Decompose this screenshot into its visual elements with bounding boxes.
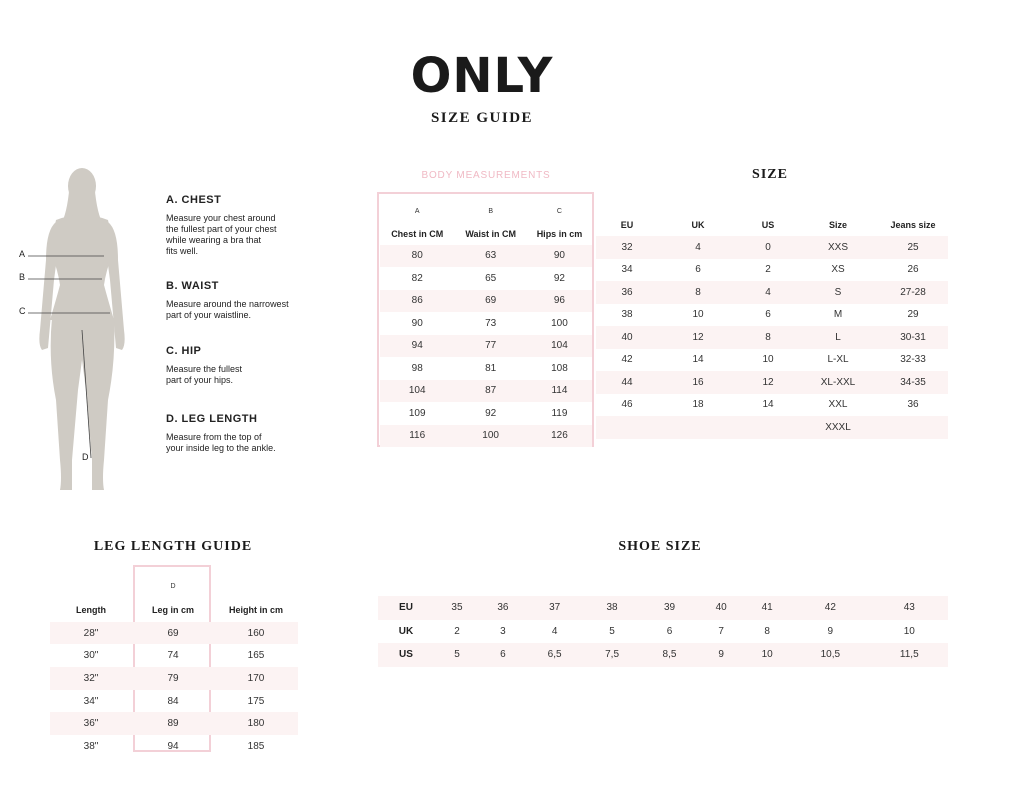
table-row — [380, 380, 592, 403]
table-cell: 69 — [132, 622, 214, 645]
table-cell: 11,5 — [871, 643, 948, 667]
measurement-desc-line: Measure around the narrowest — [166, 299, 289, 309]
table-cell: 36 — [907, 399, 919, 411]
table-cell: 14 — [762, 399, 774, 411]
table-cell: 36 — [480, 596, 526, 620]
table-cell: 5 — [609, 625, 615, 637]
table-cell: 29 — [907, 309, 919, 321]
table-row — [50, 690, 298, 713]
table-cell: 32 — [596, 236, 658, 259]
table-row — [378, 596, 948, 620]
measurement-chest — [166, 194, 277, 257]
table-cell: 38" — [83, 740, 99, 752]
table-cell: XXXL — [798, 416, 878, 439]
measurement-desc-line: Measure the fullest — [166, 364, 243, 374]
table-cell: 10 — [762, 354, 774, 366]
table-cell: 32-33 — [900, 354, 926, 366]
table-cell: 89 — [132, 712, 214, 735]
marker-b: B — [19, 272, 26, 282]
table-row — [380, 425, 592, 448]
table-cell: 7 — [718, 625, 724, 637]
marker-c: C — [19, 306, 26, 316]
table-row — [596, 371, 948, 394]
row-label: UK — [398, 625, 414, 637]
measurement-desc-line: part of your hips. — [166, 375, 234, 385]
table-cell: 42 — [621, 354, 633, 366]
table-cell: 44 — [596, 371, 658, 394]
table-row — [380, 312, 592, 335]
table-row — [596, 349, 948, 372]
table-cell: 2 — [765, 264, 771, 276]
table-cell: 14 — [692, 354, 704, 366]
table-cell: 180 — [214, 712, 298, 735]
table-cell: 40 — [698, 596, 744, 620]
measurement-desc-line: part of your waistline. — [166, 310, 252, 320]
table-cell: XL-XXL — [798, 371, 878, 394]
table-cell: 84 — [167, 695, 179, 707]
table-row — [596, 236, 948, 259]
column-letter: B — [488, 207, 493, 215]
column-header: EU — [620, 220, 634, 230]
table-cell: 126 — [527, 425, 592, 448]
leg-length-table — [50, 575, 298, 758]
column-header: Jeans size — [890, 220, 936, 230]
table-cell — [658, 416, 738, 439]
table-cell: L — [798, 326, 878, 349]
table-row — [596, 281, 948, 304]
measurement-hip — [166, 345, 242, 386]
table-cell — [738, 416, 798, 439]
table-cell: 104 — [527, 335, 592, 358]
table-cell: 38 — [621, 309, 633, 321]
page-title: SIZE GUIDE — [430, 110, 534, 126]
table-cell: 104 — [380, 380, 454, 403]
table-cell: 6 — [695, 264, 701, 276]
column-letter: D — [170, 582, 176, 590]
table-cell: 7,5 — [583, 643, 640, 667]
table-cell: 175 — [247, 695, 265, 707]
table-cell: XS — [831, 264, 845, 276]
row-label: US — [378, 643, 434, 667]
table-cell: 36 — [596, 281, 658, 304]
measurement-title: D. LEG LENGTH — [166, 413, 258, 425]
table-cell: 5 — [434, 643, 480, 667]
measurement-desc-line: the fullest part of your chest — [166, 224, 277, 234]
table-cell: 6 — [765, 309, 771, 321]
table-cell: 114 — [527, 380, 592, 403]
table-row — [596, 326, 948, 349]
brand-logo: ONLY — [410, 48, 554, 104]
table-row — [378, 643, 948, 667]
leg-length-title: LEG LENGTH GUIDE — [93, 539, 253, 554]
table-cell: 27-28 — [878, 281, 948, 304]
table-cell: 8,5 — [641, 643, 698, 667]
column-header: Size — [828, 220, 847, 230]
row-label: EU — [378, 596, 434, 620]
table-cell: 10 — [744, 643, 790, 667]
table-cell: 92 — [553, 272, 565, 284]
table-row — [380, 245, 592, 268]
table-cell: 34-35 — [878, 371, 948, 394]
table-cell: XXS — [798, 236, 878, 259]
table-cell: 10 — [692, 309, 704, 321]
table-cell: 119 — [551, 407, 568, 419]
table-cell: 92 — [485, 407, 497, 419]
table-cell: 79 — [132, 667, 214, 690]
column-header: US — [761, 220, 775, 230]
table-row — [596, 394, 948, 417]
table-row — [380, 267, 592, 290]
measurement-leg-length — [166, 413, 276, 454]
marker-a: A — [19, 249, 26, 259]
table-cell: 90 — [411, 317, 423, 329]
table-cell: 100 — [454, 425, 526, 448]
shoe-size-table — [378, 596, 948, 667]
measurement-waist — [166, 280, 289, 321]
table-cell: 10,5 — [790, 643, 870, 667]
table-cell: 42 — [790, 596, 870, 620]
table-cell: 73 — [485, 317, 497, 329]
table-cell: 46 — [621, 399, 633, 411]
table-cell: 81 — [485, 362, 497, 374]
table-cell: 6 — [666, 625, 673, 637]
table-cell: 4 — [738, 281, 798, 304]
table-cell: 10 — [903, 625, 915, 637]
table-cell: 8 — [738, 326, 798, 349]
table-cell: 94 — [167, 740, 179, 752]
table-row — [380, 402, 592, 425]
column-letter: C — [556, 207, 562, 215]
table-cell: 9 — [698, 643, 744, 667]
table-cell: 170 — [214, 667, 298, 690]
table-cell: 32" — [50, 667, 132, 690]
table-row — [50, 735, 298, 758]
table-cell: 25 — [878, 236, 948, 259]
column-header: Hips in cm — [536, 228, 583, 239]
table-cell: 90 — [527, 245, 592, 268]
table-cell: 98 — [411, 362, 423, 374]
table-cell — [878, 416, 948, 439]
table-cell: 6,5 — [526, 643, 583, 667]
table-cell: 96 — [527, 290, 592, 313]
measurement-desc-line: while wearing a bra that — [166, 235, 262, 245]
column-letter: A — [414, 207, 420, 215]
column-header: Length — [76, 604, 106, 615]
table-cell: 165 — [247, 650, 265, 662]
table-cell: 37 — [526, 596, 583, 620]
table-cell: 0 — [738, 236, 798, 259]
table-cell: 87 — [454, 380, 526, 403]
table-cell: 82 — [411, 272, 423, 284]
shoe-size-title: SHOE SIZE — [618, 539, 702, 554]
table-row — [50, 712, 298, 735]
table-cell: 94 — [380, 335, 454, 358]
table-cell: 8 — [764, 625, 770, 637]
table-cell: 30" — [83, 650, 99, 662]
table-cell: 63 — [454, 245, 526, 268]
table-cell — [596, 416, 658, 439]
table-cell: 35 — [434, 596, 480, 620]
table-cell: 100 — [551, 317, 568, 329]
table-cell: 41 — [744, 596, 790, 620]
measurement-desc-line: Measure your chest around — [166, 213, 276, 223]
table-row — [50, 667, 298, 690]
measurement-title: B. WAIST — [166, 280, 219, 292]
table-cell: 26 — [907, 264, 919, 276]
table-row — [50, 622, 298, 645]
column-header: Leg in cm — [151, 604, 194, 615]
table-cell: L-XL — [827, 354, 849, 366]
column-header: Chest in CM — [391, 228, 444, 239]
table-cell: 30-31 — [878, 326, 948, 349]
table-cell: 69 — [454, 290, 526, 313]
table-cell: 160 — [214, 622, 298, 645]
table-cell: 34 — [621, 264, 633, 276]
table-cell: 3 — [500, 625, 506, 637]
table-cell: 185 — [247, 740, 265, 752]
measurement-title: A. CHEST — [166, 194, 222, 206]
column-header: Height in cm — [228, 604, 283, 615]
table-cell: 116 — [380, 425, 454, 448]
measurement-desc-line: fits well. — [166, 246, 199, 256]
table-row — [596, 416, 948, 439]
table-cell: 2 — [454, 625, 460, 637]
table-cell: 8 — [658, 281, 738, 304]
table-row — [596, 259, 948, 282]
column-header: UK — [691, 220, 705, 230]
table-row — [380, 290, 592, 313]
marker-d: D — [82, 452, 89, 462]
size-table — [596, 214, 948, 439]
table-cell: S — [798, 281, 878, 304]
measurement-desc-line: Measure from the top of — [166, 432, 262, 442]
table-row — [50, 644, 298, 667]
table-cell: M — [833, 309, 843, 321]
table-cell: 40 — [596, 326, 658, 349]
table-cell: 6 — [480, 643, 526, 667]
column-header: Waist in CM — [465, 228, 516, 239]
table-cell: 80 — [380, 245, 454, 268]
table-cell: 28" — [50, 622, 132, 645]
table-row — [378, 620, 948, 644]
table-cell: 4 — [658, 236, 738, 259]
measurement-desc-line: your inside leg to the ankle. — [166, 443, 276, 453]
table-cell: 86 — [380, 290, 454, 313]
table-row — [596, 304, 948, 327]
table-cell: 65 — [485, 272, 497, 284]
table-cell: 12 — [658, 326, 738, 349]
table-row — [380, 335, 592, 358]
table-cell: XXL — [828, 399, 848, 411]
table-cell: 108 — [551, 362, 568, 374]
table-cell: 77 — [454, 335, 526, 358]
table-cell: 74 — [167, 650, 179, 662]
table-cell: 34" — [83, 695, 99, 707]
table-cell: 43 — [871, 596, 948, 620]
table-cell: 36" — [50, 712, 132, 735]
table-cell: 12 — [738, 371, 798, 394]
table-cell: 16 — [658, 371, 738, 394]
table-cell: 9 — [827, 625, 834, 637]
table-cell: 38 — [583, 596, 640, 620]
table-row — [380, 357, 592, 380]
body-measurements-label: BODY MEASUREMENTS — [421, 170, 551, 181]
body-measurements-table — [380, 200, 592, 447]
size-title: SIZE — [752, 167, 788, 182]
measurement-title: C. HIP — [166, 345, 202, 357]
table-cell: 39 — [641, 596, 698, 620]
table-cell: 18 — [692, 399, 704, 411]
table-cell: 109 — [408, 407, 426, 419]
table-cell: 4 — [551, 625, 558, 637]
